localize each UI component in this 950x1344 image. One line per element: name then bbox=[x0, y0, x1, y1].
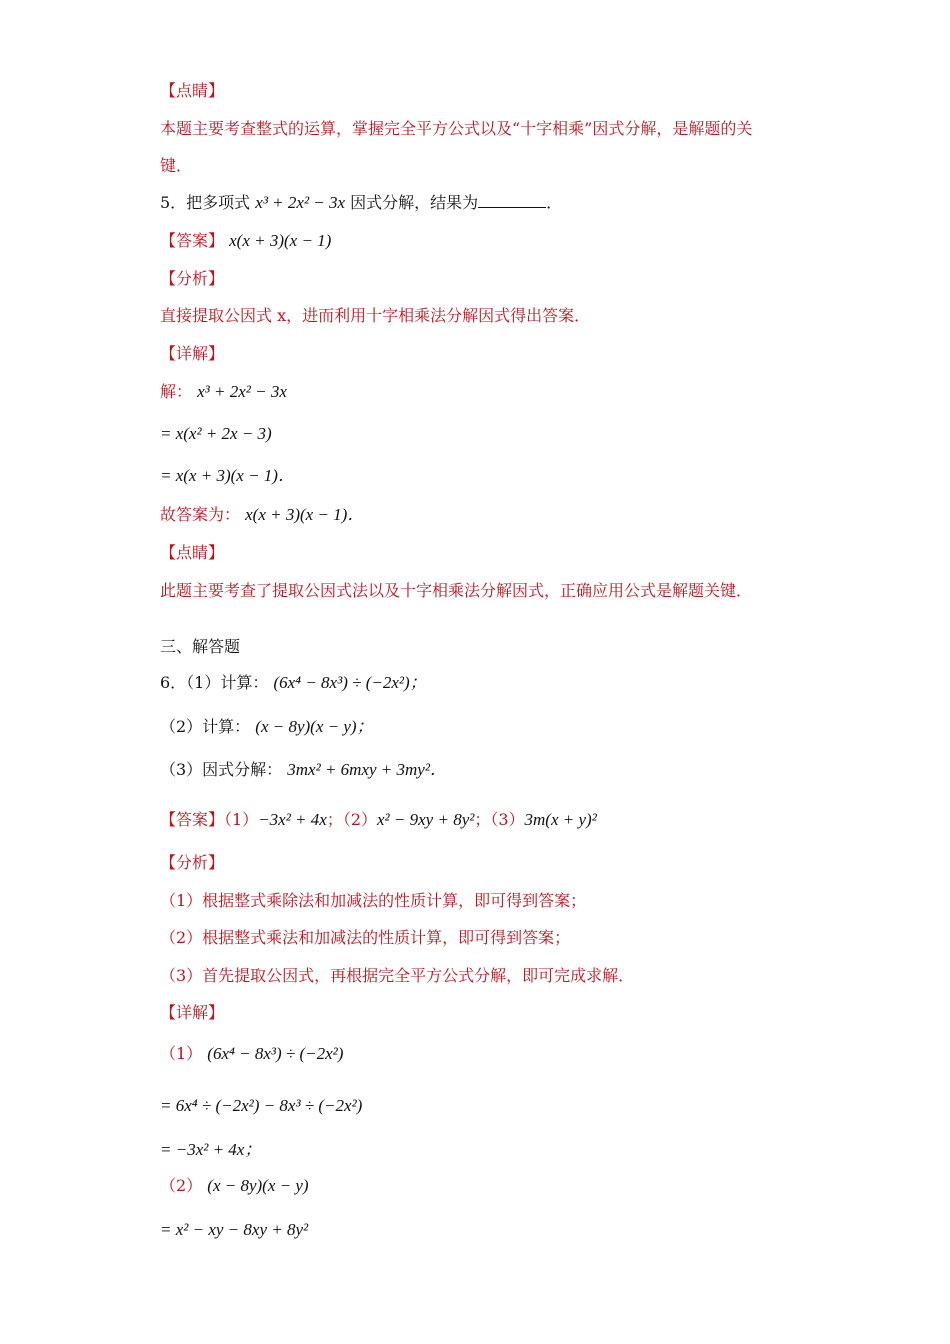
detail-part-2: （2） (x − 8y)(x − y) bbox=[160, 1176, 309, 1195]
detail-part-1-step-2: = −3x² + 4x； bbox=[160, 1140, 262, 1159]
analysis-text: 直接提取公因式 x，进而利用十字相乘法分解因式得出答案． bbox=[160, 306, 591, 325]
section-heading-dianjing: 【点睛】 bbox=[160, 81, 225, 100]
question-6-part-1: 6．（1）计算： (6x⁴ − 8x³) ÷ (−2x²)； bbox=[160, 673, 427, 692]
answer-blank bbox=[478, 193, 546, 208]
detail-part-2-step-1: = x² − xy − 8xy + 8y² bbox=[160, 1220, 309, 1239]
answer-expression: x(x + 3)(x − 1) bbox=[229, 231, 332, 250]
answer-line-6: 【答案】（1）−3x² + 4x；（2）x² − 9xy + 8y²；（3）3m(x + y)² bbox=[160, 810, 597, 829]
section-heading-xiangjie: 【详解】 bbox=[160, 344, 225, 363]
question-6-part-2: （2）计算： (x − 8y)(x − y)； bbox=[160, 717, 374, 736]
detail-part-1: （1） (6x⁴ − 8x³) ÷ (−2x²) bbox=[160, 1044, 344, 1063]
section-heading-dianjing-2: 【点睛】 bbox=[160, 543, 225, 562]
solution-line-2: = x(x² + 2x − 3) bbox=[160, 424, 272, 443]
answer-line-5: 【答案】 x(x + 3)(x − 1) bbox=[160, 231, 332, 250]
analysis-step-1: （1）根据整式乘除法和加减法的性质计算，即可得到答案； bbox=[160, 891, 587, 910]
question-5: 5．把多项式 x³ + 2x² − 3x 因式分解，结果为 ． bbox=[160, 193, 563, 212]
question-6-part-3: （3）因式分解： 3mx² + 6mxy + 3my²． bbox=[160, 760, 447, 779]
dianjing-text: 本题主要考查整式的运算，掌握完全平方公式以及“十字相乘”因式分解，是解题的关 bbox=[160, 119, 753, 138]
analysis-step-3: （3）首先提取公因式，再根据完全平方公式分解，即可完成求解． bbox=[160, 966, 635, 985]
dianjing-text-continued: 键． bbox=[160, 156, 193, 175]
dianjing-text-2: 此题主要考查了提取公因式法以及十字相乘法分解因式，正确应用公式是解题关键． bbox=[160, 581, 753, 600]
final-answer-line: 故答案为： x(x + 3)(x − 1)． bbox=[160, 505, 365, 524]
section-title-jiedati: 三、解答题 bbox=[160, 637, 241, 656]
question-5-expression: x³ + 2x² − 3x bbox=[255, 193, 346, 212]
section-heading-fenxi: 【分析】 bbox=[160, 269, 225, 288]
section-heading-xiangjie-2: 【详解】 bbox=[160, 1003, 225, 1022]
detail-part-1-step-1: = 6x⁴ ÷ (−2x²) − 8x³ ÷ (−2x²) bbox=[160, 1096, 363, 1115]
section-heading-fenxi-2: 【分析】 bbox=[160, 853, 225, 872]
analysis-step-2: （2）根据整式乘法和加减法的性质计算，即可得到答案； bbox=[160, 928, 571, 947]
solution-line-3: = x(x + 3)(x − 1)． bbox=[160, 466, 295, 485]
solution-line-1: 解： x³ + 2x² − 3x bbox=[160, 382, 287, 401]
